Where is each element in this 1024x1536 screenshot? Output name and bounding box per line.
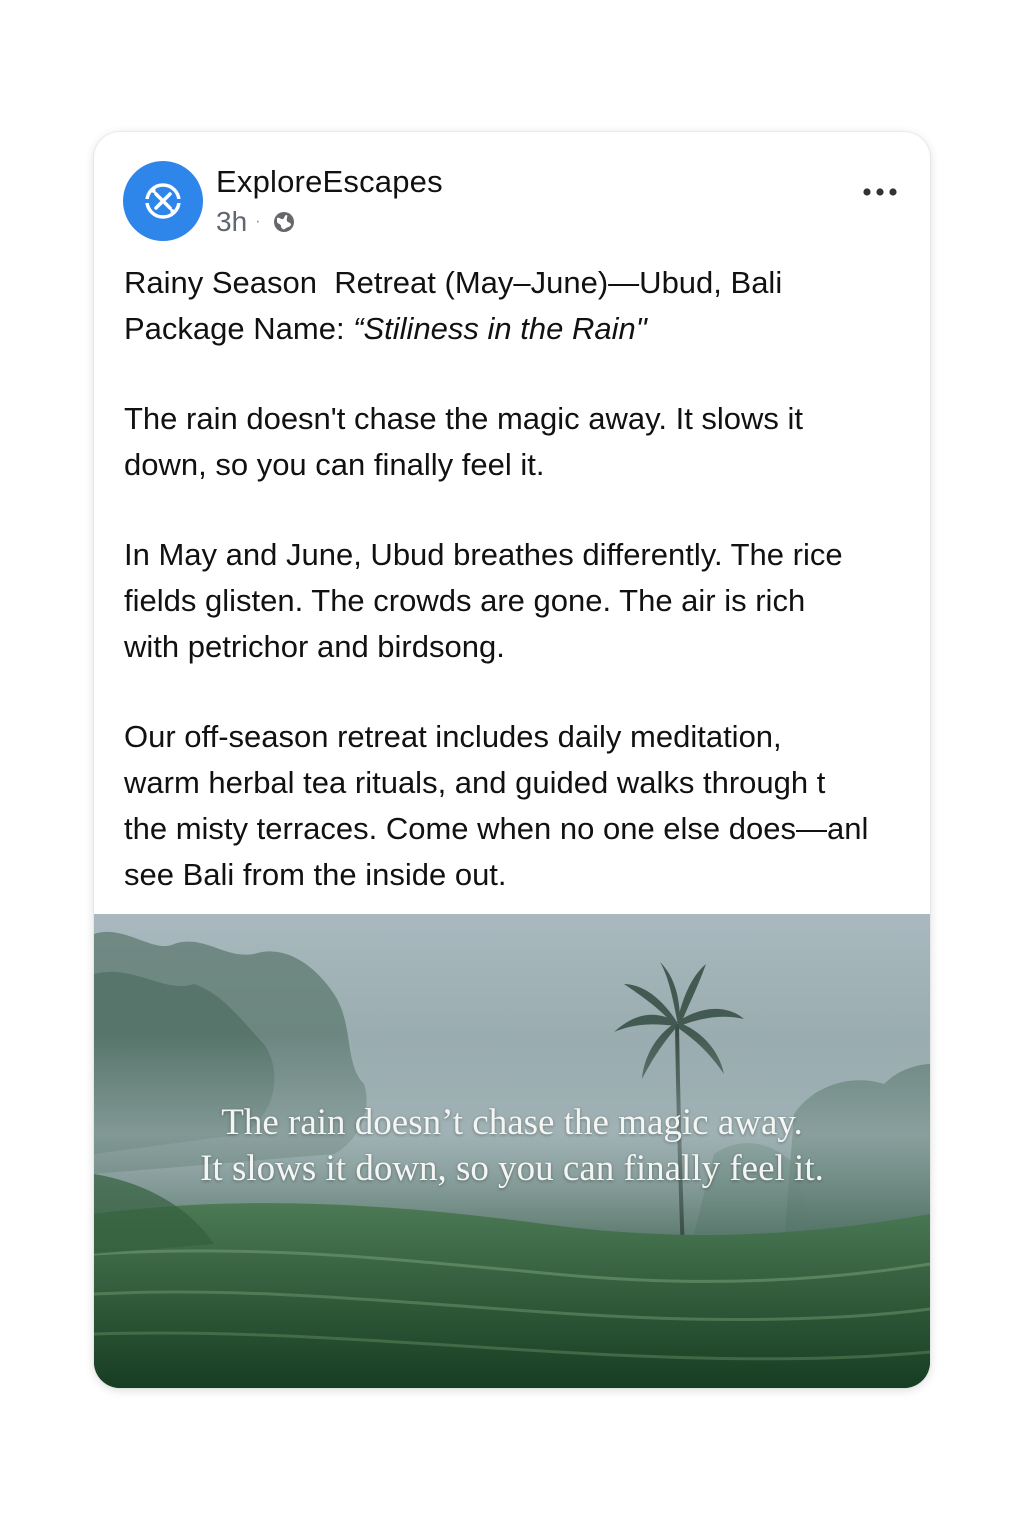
quote-line-1: The rain doesn’t chase the magic away. bbox=[221, 1102, 803, 1143]
more-options-button[interactable] bbox=[860, 176, 900, 208]
post-text bbox=[124, 260, 910, 898]
meta-separator: · bbox=[255, 213, 261, 230]
avatar[interactable] bbox=[123, 161, 203, 241]
ellipsis-icon bbox=[862, 187, 898, 197]
post-title bbox=[124, 260, 910, 306]
author-name[interactable]: ExploreEscapes bbox=[216, 164, 443, 199]
paragraph-3: Our off-season retreat includes daily meditation, warm herbal tea rituals, and guided walks through t the misty terraces. Come when no one else does—anl see Bali from the inside out. bbox=[124, 719, 869, 892]
package-line bbox=[124, 306, 910, 352]
quote-line-2: It slows it down, so you can finally feel it. bbox=[200, 1148, 824, 1189]
post-header bbox=[94, 132, 930, 252]
post-time[interactable]: 3h bbox=[216, 206, 248, 237]
globe-icon bbox=[272, 210, 296, 234]
post-meta bbox=[216, 206, 296, 238]
compass-x-icon bbox=[139, 177, 187, 225]
paragraph-2: In May and June, Ubud breathes differently. The rice fields glisten. The crowds are gone. The air is rich with petrichor and birdsong. bbox=[124, 537, 843, 664]
title-line: Rainy Season Retreat (May–June)—Ubud, Bali bbox=[124, 265, 783, 300]
package-name: “Stiliness in the Rain" bbox=[353, 311, 647, 346]
post-image[interactable] bbox=[94, 914, 930, 1388]
post-card bbox=[94, 132, 930, 1388]
paragraph-1: The rain doesn't chase the magic away. It slows it down, so you can finally feel it. bbox=[124, 401, 804, 482]
package-label: Package Name: bbox=[124, 311, 354, 346]
image-quote bbox=[94, 1100, 930, 1192]
